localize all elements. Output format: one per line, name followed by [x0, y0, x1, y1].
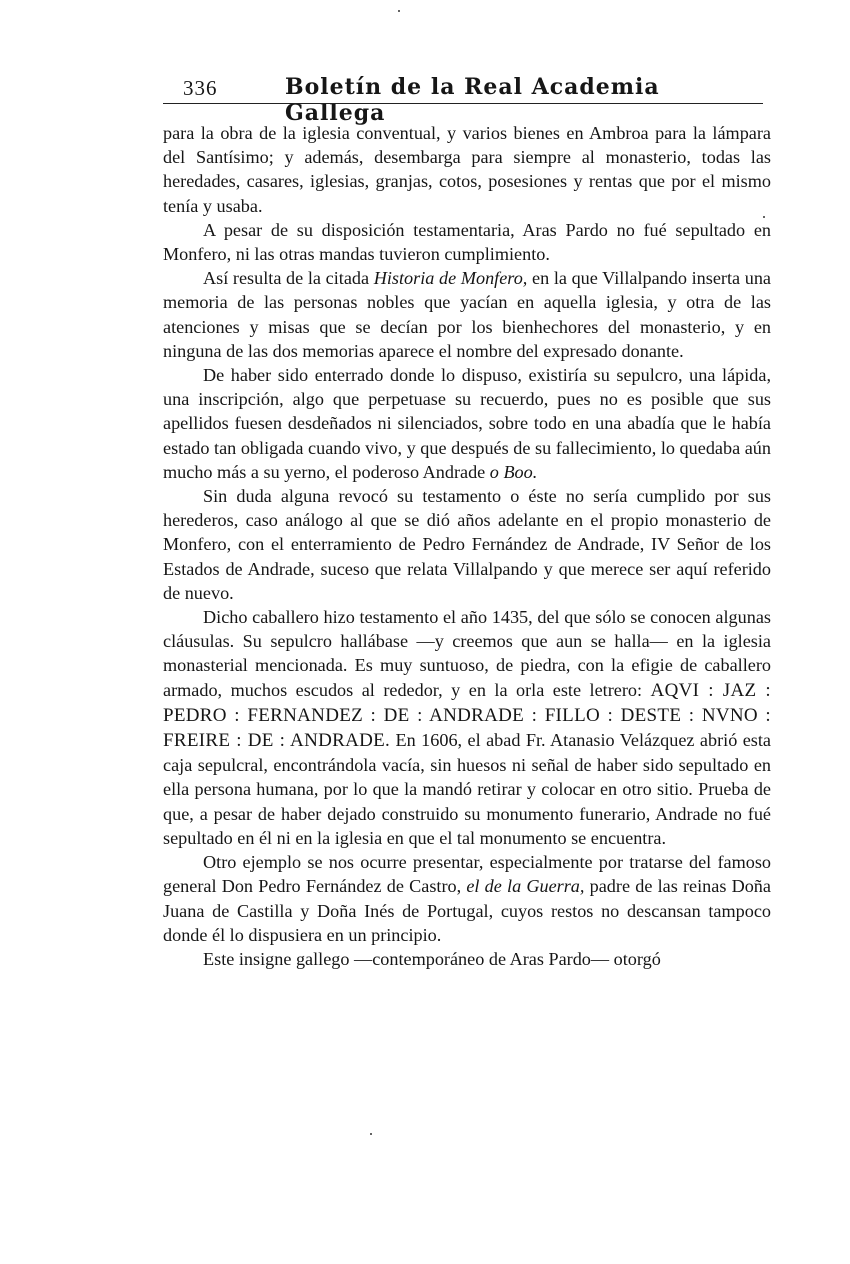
nickname-italic: el de la Guerra,: [466, 876, 585, 897]
scan-speck: [398, 10, 400, 12]
paragraph-6-before: Dicho caballero hizo testamento el año 1435, del que sólo se conocen algunas cláusulas. Su sepulcro hallábase —y creemos que aun se halla— en la iglesia monasterial mencionada. Es muy suntuoso, de piedra, con la efigie de caballero armado, muchos escudos al rededor, y en la orla este letrero:: [163, 607, 771, 700]
paragraph-7-before: Otro ejemplo se nos ocurre presentar, especialmente por tratarse del famoso general Don Pedro Fernández de Castro,: [163, 852, 771, 897]
body-text: [163, 121, 771, 971]
paragraph-7: [163, 850, 771, 947]
paragraph-4: [163, 363, 771, 484]
paragraph-4-before: De haber sido enterrado donde lo dispuso, existiría su sepulcro, una lápida, una inscripción, algo que perpetuase su recuerdo, pues no es posible que sus apellidos fuesen desdeñados ni silenciados, sobre todo en una abadía que le había estado tan obligada cuando vivo, y que después de su fallecimiento, lo quedaba aún mucho más a su yerno, el poderoso Andrade: [163, 365, 771, 482]
running-title: Boletín de la Real Academia Gallega: [285, 74, 660, 126]
paragraph-5: [163, 484, 771, 605]
paragraph-6-after: En 1606, el abad Fr. Atanasio Velázquez abrió esta caja sepulcral, encontrándola vacía, sin huesos ni señal de haber sido sepultado en ella persona humana, por lo que la mandó retirar y colocar en otro sitio. Prueba de que, a pesar de haber dejado construido su monumento funerario, Andrade no fué sepultado en él ni en la iglesia en que el tal monumento se encuentra.: [163, 730, 772, 848]
paragraph-8: [163, 947, 771, 971]
tomb-inscription: AQVI : JAZ : PEDRO : FERNANDEZ : DE : ANDRADE : FILLO : DESTE : NVNO : FREIRE : DE : ANDRADE.: [163, 679, 771, 752]
paragraph-3: [163, 266, 771, 363]
header-rule: [163, 103, 763, 104]
paragraph-2-text: A pesar de su disposición testamentaria, Aras Pardo no fué sepultado en Monfero, ni las otras mandas tuvieron cumplimiento.: [163, 219, 771, 265]
paragraph-3-after: en la que Villalpando inserta una memoria de las personas nobles que yacían en aquella iglesia, y otra de las atenciones y misas que se decían por los bienhechores del monasterio, y en ninguna de las dos memorias aparece el nombre del expresado donante.: [163, 268, 771, 361]
paragraph-1: [163, 121, 771, 218]
paragraph-7-after: padre de las reinas Doña Juana de Castilla y Doña Inés de Portugal, cuyos restos no descansan tampoco donde él lo dispusiera en un principio.: [163, 876, 771, 945]
paragraph-2: [163, 218, 771, 266]
book-title-italic: Historia de Monfero,: [373, 268, 528, 289]
paragraph-6: [163, 605, 771, 850]
scan-speck: [763, 216, 765, 218]
epithet-italic: o Boo.: [489, 461, 538, 482]
paragraph-5-text: Sin duda alguna revocó su testamento o éste no sería cumplido por sus herederos, caso análogo al que se dió años adelante en el propio monasterio de Monfero, con el enterramiento de Pedro Fernández de Andrade, IV Señor de los Estados de Andrade, suceso que relata Villalpando y que merece ser aquí referido de nuevo.: [163, 486, 771, 603]
page-number: 336: [183, 76, 218, 100]
scan-speck: [370, 1133, 372, 1135]
page-header: [163, 70, 763, 126]
paragraph-8-text: Este insigne gallego —contemporáneo de Aras Pardo— otorgó: [203, 948, 661, 969]
paragraph-3-before: Así resulta de la citada: [203, 268, 374, 289]
paragraph-1-text: para la obra de la iglesia conventual, y varios bienes en Ambroa para la lámpara del Santísimo; y además, desembarga para siempre al monasterio, todas las heredades, casares, iglesias, granjas, cotos, posesiones y rentas que por el mismo tenía y usaba.: [163, 123, 771, 216]
